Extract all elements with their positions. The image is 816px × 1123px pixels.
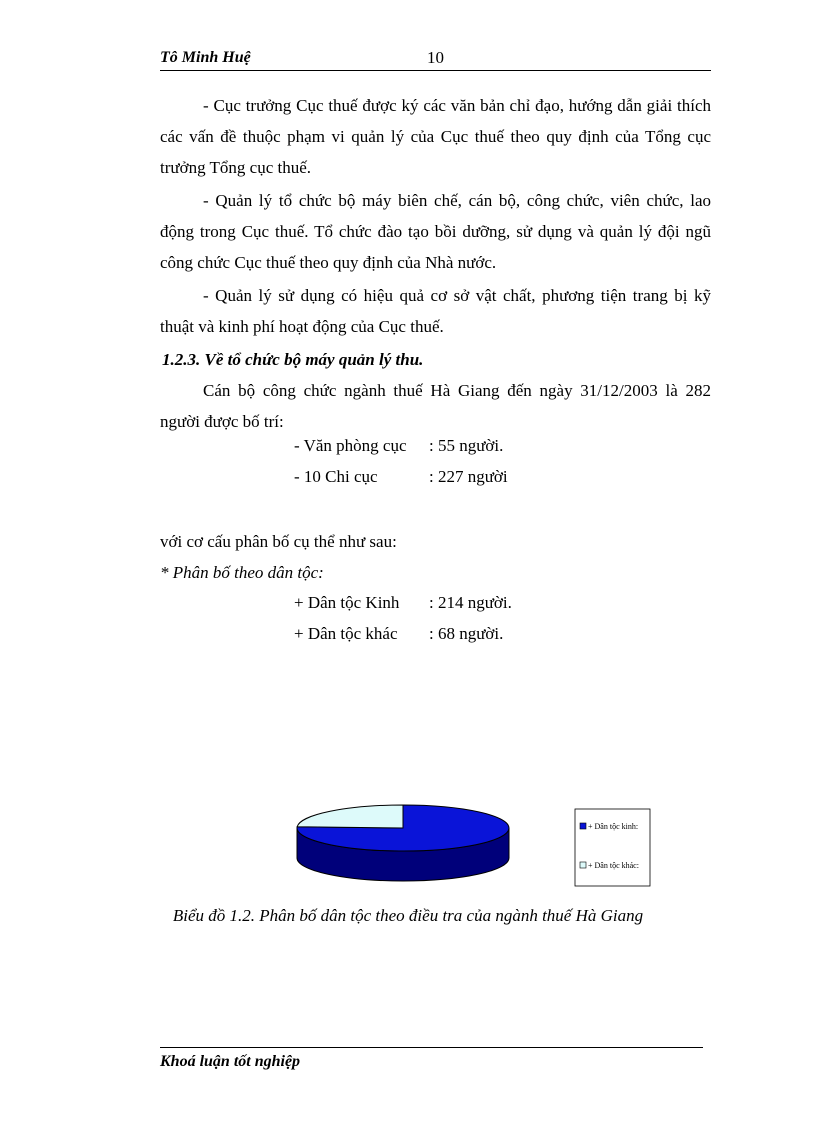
list-item — [294, 587, 512, 618]
legend-label: + Dân tộc kinh: — [588, 822, 639, 831]
chart-legend — [575, 809, 650, 886]
paragraph-3: - Quản lý sử dụng có hiệu quả cơ sở vật chất, phương tiện trang bị kỹ thuật và kinh phí hoạt động của Cục thuế. — [160, 286, 711, 336]
ethnic-label: + Dân tộc khác — [294, 624, 398, 643]
allocation-label: - 10 Chi cục — [294, 467, 378, 486]
ethnic-label: + Dân tộc Kinh — [294, 593, 400, 612]
header-divider — [160, 70, 711, 71]
ethnic-value: : 214 người. — [429, 593, 512, 612]
legend-swatch — [580, 862, 586, 868]
allocation-value: : 55 người. — [429, 436, 504, 455]
allocation-value: : 227 người — [429, 467, 508, 486]
allocation-list — [294, 430, 508, 492]
chart-caption: Biểu đồ 1.2. Phân bố dân tộc theo điều tra của ngành thuế Hà Giang — [172, 906, 644, 925]
ethnic-list — [294, 587, 512, 649]
list-item — [294, 461, 508, 492]
structure-text: với cơ cấu phân bố cụ thể như sau: — [160, 532, 397, 551]
ethnic-pie-chart — [290, 800, 660, 895]
ethnic-value: : 68 người. — [429, 624, 504, 643]
page-number: 10 — [427, 48, 444, 67]
legend-label: + Dân tộc khác: — [588, 861, 639, 870]
paragraph-1: - Cục trưởng Cục thuế được ký các văn bản chỉ đạo, hướng dẫn giải thích các vấn đề thuộc phạm vi quản lý của Cục thuế theo quy định của Tổng cục trưởng Tổng cục thuế. — [160, 96, 711, 177]
footer-divider — [160, 1047, 703, 1048]
ethnic-heading: * Phân bố theo dân tộc: — [160, 563, 324, 582]
body-text — [160, 90, 711, 439]
paragraph-2: - Quản lý tổ chức bộ máy biên chế, cán bộ, công chức, viên chức, lao động trong Cục thuế. Tổ chức đào tạo bồi dưỡng, sử dụng và quản lý đội ngũ công chức Cục thuế theo quy định của Nhà nước. — [160, 191, 711, 272]
pie-slice-khac — [297, 805, 403, 828]
legend-swatch — [580, 823, 586, 829]
intro-paragraph: Cán bộ công chức ngành thuế Hà Giang đến ngày 31/12/2003 là 282 người được bố trí: — [160, 381, 711, 431]
footer-text: Khoá luận tốt nghiệp — [160, 1053, 301, 1070]
allocation-label: - Văn phòng cục — [294, 436, 407, 455]
header-author: Tô Minh Huệ — [160, 49, 251, 66]
list-item — [294, 430, 508, 461]
section-heading: 1.2.3. Về tổ chức bộ máy quản lý thu. — [162, 350, 424, 369]
list-item — [294, 618, 512, 649]
